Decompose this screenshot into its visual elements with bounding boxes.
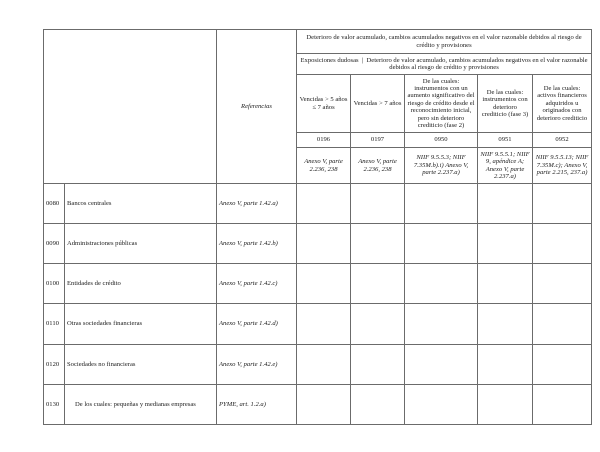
table-cell[interactable] [533, 385, 592, 425]
impairment-header: Deterioro de valor acumulado, cambios acumulados negativos en el valor razonable debidos al riesgo de crédito y provisiones [297, 30, 592, 54]
table-row [44, 385, 592, 425]
table-cell[interactable] [533, 184, 592, 224]
col-ref-0952: NIIF 9.5.5.13; NIIF 7.35M.c); Anexo V, parte 2.215, 237.a) [533, 148, 592, 184]
table-cell[interactable] [297, 345, 351, 385]
table-cell[interactable] [297, 385, 351, 425]
table-cell[interactable] [297, 264, 351, 304]
table-cell[interactable] [405, 224, 478, 264]
row-reference: Anexo V, parte 1.42.e) [217, 345, 297, 385]
table-cell[interactable] [405, 304, 478, 345]
row-reference: Anexo V, parte 1.42.d) [217, 304, 297, 345]
row-label: Otras sociedades financieras [65, 304, 217, 345]
row-label: Sociedades no financieras [65, 345, 217, 385]
table-row [44, 224, 592, 264]
table-cell[interactable] [533, 345, 592, 385]
col-ref-0950: NIIF 9.5.5.3; NIIF 7.35M.b).i) Anexo V, parte 2.237.a) [405, 148, 478, 184]
table-cell[interactable] [351, 184, 405, 224]
col-label-0197: Vencidas > 7 años [351, 75, 405, 133]
col-label-0196: Vencidas > 5 años ≤ 7 años [297, 75, 351, 133]
table-cell[interactable] [297, 224, 351, 264]
table-cell[interactable] [351, 304, 405, 345]
row-code: 0080 [44, 184, 65, 224]
col-code-0950: 0950 [405, 133, 478, 148]
table-row [44, 264, 592, 304]
col-code-0952: 0952 [533, 133, 592, 148]
row-code: 0100 [44, 264, 65, 304]
table-cell[interactable] [533, 304, 592, 345]
row-label: Entidades de crédito [65, 264, 217, 304]
subheader-separator: | [360, 56, 365, 64]
table-row [44, 304, 592, 345]
col-code-0197: 0197 [351, 133, 405, 148]
row-label: Bancos centrales [65, 184, 217, 224]
row-reference: Anexo V, parte 1.42.b) [217, 224, 297, 264]
table-cell[interactable] [405, 264, 478, 304]
table-cell[interactable] [478, 224, 533, 264]
row-label: De los cuales: pequeñas y medianas empresas [65, 385, 217, 425]
table-cell[interactable] [297, 304, 351, 345]
row-reference: PYME, art. 1.2.a) [217, 385, 297, 425]
corner-blank [44, 30, 217, 184]
col-label-0950: De las cuales: instrumentos con un aumento significativo del riesgo de crédito desde el reconocimiento inicial, pero sin deterioro crediticio (fase 2) [405, 75, 478, 133]
table-cell[interactable] [351, 385, 405, 425]
row-reference: Anexo V, parte 1.42.c) [217, 264, 297, 304]
row-reference: Anexo V, parte 1.42.a) [217, 184, 297, 224]
subheader [297, 54, 592, 75]
col-code-0951: 0951 [478, 133, 533, 148]
table-cell[interactable] [478, 385, 533, 425]
col-ref-0197: Anexo V, parte 2.236, 238 [351, 148, 405, 184]
col-label-0951: De las cuales: instrumentos con deterioro crediticio (fase 3) [478, 75, 533, 133]
exposures-table [43, 29, 592, 425]
table-cell[interactable] [478, 304, 533, 345]
row-code: 0130 [44, 385, 65, 425]
table-cell[interactable] [478, 264, 533, 304]
row-code: 0110 [44, 304, 65, 345]
table-cell[interactable] [533, 264, 592, 304]
col-label-0952: De las cuales: activos financieros adquiridos u originados con deterioro crediticio [533, 75, 592, 133]
table-cell[interactable] [297, 184, 351, 224]
col-ref-0196: Anexo V, parte 2.236, 238 [297, 148, 351, 184]
table-row [44, 184, 592, 224]
row-code: 0090 [44, 224, 65, 264]
table-cell[interactable] [405, 184, 478, 224]
subheader-dudosas: Exposiciones dudosas [300, 56, 359, 64]
table-cell[interactable] [351, 345, 405, 385]
table-cell[interactable] [405, 385, 478, 425]
col-ref-0951: NIIF 9.5.5.1; NIIF 9, apéndice A; Anexo V, parte 2.237.a) [478, 148, 533, 184]
col-code-0196: 0196 [297, 133, 351, 148]
row-code: 0120 [44, 345, 65, 385]
table-cell[interactable] [533, 224, 592, 264]
table-cell[interactable] [405, 345, 478, 385]
table-cell[interactable] [351, 264, 405, 304]
row-label: Administraciones públicas [65, 224, 217, 264]
subheader-impairment: Deterioro de valor acumulado, cambios acumulados negativos en el valor razonable debidos al riesgo de crédito y provisiones [366, 56, 588, 71]
table-cell[interactable] [478, 184, 533, 224]
table-cell[interactable] [351, 224, 405, 264]
table-cell[interactable] [478, 345, 533, 385]
referencias-header: Referencias [217, 30, 297, 184]
table-row [44, 345, 592, 385]
